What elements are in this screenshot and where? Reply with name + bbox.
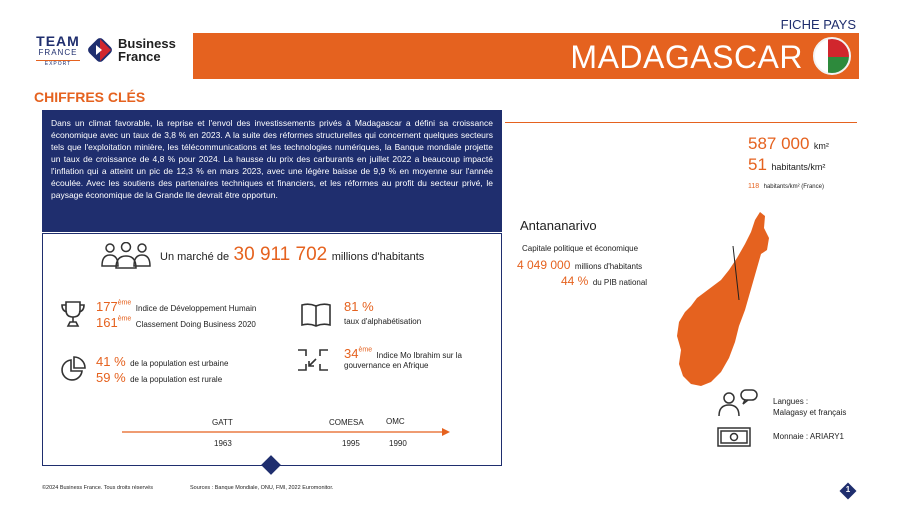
capital-pib-label: du PIB national [592,278,648,287]
idh-sup: ème [117,299,132,307]
rural-line [96,369,222,387]
madagascar-flag-icon [813,37,851,75]
capital-pib-line [561,272,647,290]
country-banner [193,33,859,79]
open-book-icon [300,302,332,328]
banknote-icon [717,427,751,447]
team-france-logo [36,34,80,67]
timeline-arrow [122,427,452,437]
db-rank: 161 [96,315,118,330]
capital-pop-value: 4 049 000 [517,258,571,272]
density-unit: habitants/km² [771,162,826,172]
timeline-name-gatt: GATT [212,418,233,427]
density-value: 51 [748,155,767,174]
timeline-year-comesa: 1995 [342,439,360,448]
page-number: 1 [845,485,851,494]
timeline-name-omc: OMC [386,417,405,426]
population-suffix: millions d'habitants [331,251,425,263]
rural-value: 59 % [96,370,126,385]
mo-ibrahim-rank: 34 [344,346,359,361]
capital-pop-label: millions d'habitants [574,262,643,271]
density-fr-value: 118 [748,183,760,190]
speech-person-icon [716,388,760,418]
capital-pib-value: 44 % [561,274,589,288]
capital-name: Antananarivo [520,218,597,233]
fiche-pays-label: FICHE PAYS [780,17,856,32]
currency-text: Monnaie : ARIARY1 [773,432,845,441]
timeline-name-comesa: COMESA [329,418,364,427]
population-line [160,244,424,266]
intro-box [42,110,502,232]
population-prefix: Un marché de [160,251,230,263]
mo-ibrahim-sup: ème [358,346,373,354]
doing-business-line [96,314,256,332]
pie-chart-icon [60,356,86,382]
db-label: Classement Doing Business 2020 [135,320,256,329]
density-line [748,155,825,175]
urban-value: 41 % [96,354,126,369]
bf-mark-icon [86,36,114,64]
density-fr-line [748,175,824,193]
literacy-label: taux d'alphabétisation [344,317,422,326]
intro-text: Dans un climat favorable, la reprise et l'envol des investissements privés à Madagascar a défini sa croissance économique avec un taux de 3,8 % en 2023. A la suite des réformes structurelles qui concernent quelques secteurs tels que l'exploitation minière, les télécommunications et les technologies numériques, la Banque mondiale projette un taux de croissance de 4,8 % pour 2024. La hausse du prix des carburants en juillet 2022 a beaucoup impacté l'inflation qui a atteint un pic de 12,3 % en mars 2023, avec une légère baisse de 9,9 % en moyenne sur l'année écoulée. Avec les soutiens des partenaires techniques et financiers, et les réformes au profit du secteur privé, le paysage économique de la Grande Ile devrait être opportun. [51,118,493,200]
timeline-year-omc: 1990 [389,439,407,448]
rural-label: de la population est rurale [130,375,223,384]
area-unit: km² [813,141,829,151]
logo-export-text: EXPORT [36,60,80,67]
people-group-icon [100,242,152,270]
mo-ibrahim-label-2: gouvernance en Afrique [344,361,429,370]
density-fr-unit: habitants/km² (France) [763,184,824,190]
logo-france-text: FRANCE [38,48,78,57]
logo-bf-line2: France [118,49,161,64]
logo-team-text: TEAM [36,33,80,49]
area-line [748,134,829,154]
timeline-year-gatt: 1963 [214,439,232,448]
capital-desc: Capitale politique et économique [522,244,639,253]
languages-label: Langues : [773,397,809,406]
madagascar-map [665,210,785,400]
logo-bf-line1: Business [118,36,176,51]
idh-label: Indice de Développement Humain [135,304,257,313]
country-title: MADAGASCAR [570,39,803,75]
area-value: 587 000 [748,134,810,153]
idh-rank: 177 [96,299,118,314]
arrows-inward-icon [296,347,330,373]
languages-value: Malagasy et français [773,408,847,417]
literacy-value: 81 % [344,299,374,314]
trophy-icon [60,300,86,328]
mo-ibrahim-label-1: Indice Mo Ibrahim sur la [376,351,462,360]
population-value: 30 911 702 [233,244,328,265]
section-title: CHIFFRES CLÉS [34,89,146,105]
footer-copyright: ©2024 Business France. Tous droits réservés [42,485,153,491]
footer-sources: Sources : Banque Mondiale, ONU, FMI, 2022 Euromonitor. [190,485,334,491]
section-divider [505,122,857,123]
urban-label: de la population est urbaine [130,359,229,368]
db-sup: ème [117,315,132,323]
page-number-badge [840,483,856,499]
